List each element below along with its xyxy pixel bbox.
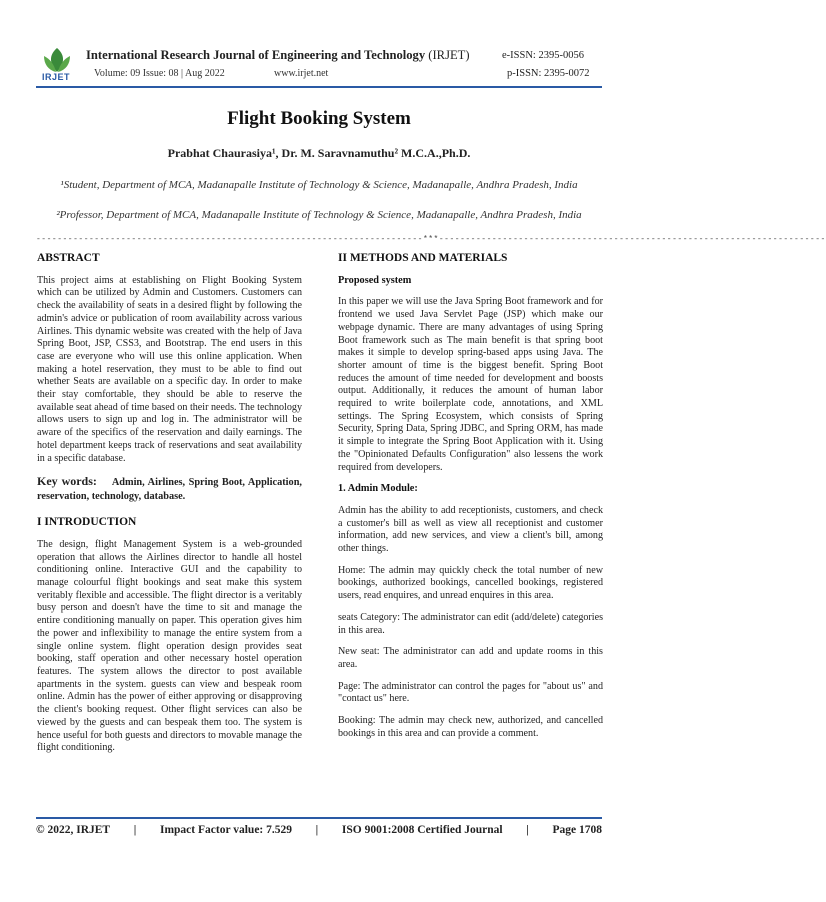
admin-module-text: Admin has the ability to add receptionists, customers, and check a customer's bill as well as view all receptionist and customer information, add new services, and view a client's bill, among other things.	[338, 504, 603, 555]
introduction-heading: I INTRODUCTION	[37, 516, 137, 529]
keywords-label: Key words:	[37, 474, 97, 489]
footer-rule	[36, 817, 602, 819]
logo-text: IRJET	[41, 72, 70, 82]
seats-category-text: seats Category: The administrator can edit (add/delete) categories in this area.	[338, 611, 603, 636]
keywords-list: Admin, Airlines, Spring Boot, Application, reservation, technology, database.	[37, 477, 302, 503]
abstract-text: This project aims at establishing on Flight Booking System which can be utilized by Admin and Customers. Customers can check the availability of seats in a desired flight by following the admin's advice or publication of room availability across various Airlines. This dynamic website was created with the help of Java Spring Boot, JSP, CSS3, and Bootstrap. The end users in this case are everyone who will use this online application. When making a hotel reservation, they must to be able to find out whether Seats are available on a specific day. In order to make their stay comfortable, they should be able to reserve the available seat ahead of time based on their needs. The technology allows users to sign up and log in. The administrator will be aware of the specifics of the reservation and daily earnings. The hotel department keeps track of reservations and seat availability in a specific database.	[37, 274, 302, 464]
footer-impact-factor: Impact Factor value: 7.529	[159, 824, 292, 836]
home-text: Home: The admin may quickly check the total number of new bookings, authorized bookings, cancelled bookings, registered users, read enquires, and unread enquires in this area.	[338, 564, 603, 602]
journal-name-text: International Research Journal of Engineering and Technology	[86, 48, 426, 62]
section-separator: -------------------------------------------------------------------------***-------------------------------------------------------------------------	[36, 235, 826, 244]
header-rule	[36, 86, 602, 88]
journal-name	[86, 48, 470, 63]
page-footer	[36, 824, 602, 836]
affiliation-1: ¹Student, Department of MCA, Madanapalle Institute of Technology & Science, Madanapalle, Andhra Pradesh, India	[60, 179, 578, 191]
journal-abbr: (IRJET)	[428, 48, 470, 62]
paper-title: Flight Booking System	[227, 108, 411, 129]
footer-iso: ISO 9001:2008 Certified Journal	[341, 824, 503, 836]
e-issn: e-ISSN: 2395-0056	[502, 50, 584, 61]
footer-separator: |	[133, 824, 137, 836]
methods-heading: II METHODS AND MATERIALS	[338, 252, 508, 264]
p-issn: p-ISSN: 2395-0072	[507, 68, 590, 79]
keywords	[37, 474, 302, 504]
footer-page-number: Page 1708	[552, 824, 602, 836]
booking-text: Booking: The admin may check new, authorized, and cancelled bookings in this area and can provide a comment.	[338, 715, 603, 739]
page-text: Page: The administrator can control the pages for "about us" and "contact us" here.	[338, 680, 603, 705]
paper-authors: Prabhat Chaurasiya¹, Dr. M. Saravnamuthu² M.C.A.,Ph.D.	[167, 146, 471, 160]
introduction-text: The design, flight Management System is a web-grounded operation that allows the Airlines director to handle all hostel conditioning online. Interactive GUI and the capability to manage colourful flight bookings and seat make this system veritably flexible and accessible. The flight director is a veritably busy person and doesn't have the time to sit and manage the entire conditioning manually on paper. This operation gives him the power and inflexibility to manage the entire system from a single online system. flight operation design provides seat booking, staff operation and other necessary hostel operation features. The system allows the director to post available apartments in the system. guests can view and bespeak room online. Admin has the power of either approving or disapproving the client's booking request. Other flight services can also be viewed by the guests and can bespeak them too. The system is hence useful for both guests and directors to movable manage the flight conditioning.	[37, 538, 302, 754]
right-column	[338, 252, 603, 750]
abstract-heading: ABSTRACT	[37, 252, 100, 264]
left-column	[37, 252, 302, 764]
affiliation-2: ²Professor, Department of MCA, Madanapalle Institute of Technology & Science, Madanapalle, Andhra Pradesh, India	[56, 209, 582, 221]
footer-separator: |	[526, 824, 529, 836]
footer-copyright: © 2022, IRJET	[36, 824, 111, 836]
proposed-system-text: In this paper we will use the Java Spring Boot framework and for frontend we used Java Servlet Page (JSP) which make our webpage dynamic. There are many advantages of using Spring Boot framework such as The main benefit is that spring boot makes it simple to develop spring-based apps using Java. The shorter amount of time is the biggest benefit. Spring Boot reduces the amount of time needed for development and boosts output. Additionally, it reduces the amount of human labor required to write boilerplate code, annotations, and XML settings. The Spring Ecosystem, which consists of Spring Security, Spring Data, Spring JDBC, and Spring ORM, has made it simple to integrate the Spring Boot Application with it. Using the "Opinionated Defaults Configuration" also lessens the work required from developers.	[338, 296, 603, 473]
new-seat-text: New seat: The administrator can add and update rooms in this area.	[338, 646, 603, 670]
volume-info: Volume: 09 Issue: 08 | Aug 2022	[94, 68, 225, 79]
proposed-system-heading: Proposed system	[338, 274, 412, 286]
journal-website: www.irjet.net	[274, 68, 329, 79]
footer-separator: |	[315, 824, 319, 836]
admin-module-heading: 1. Admin Module:	[338, 483, 418, 495]
